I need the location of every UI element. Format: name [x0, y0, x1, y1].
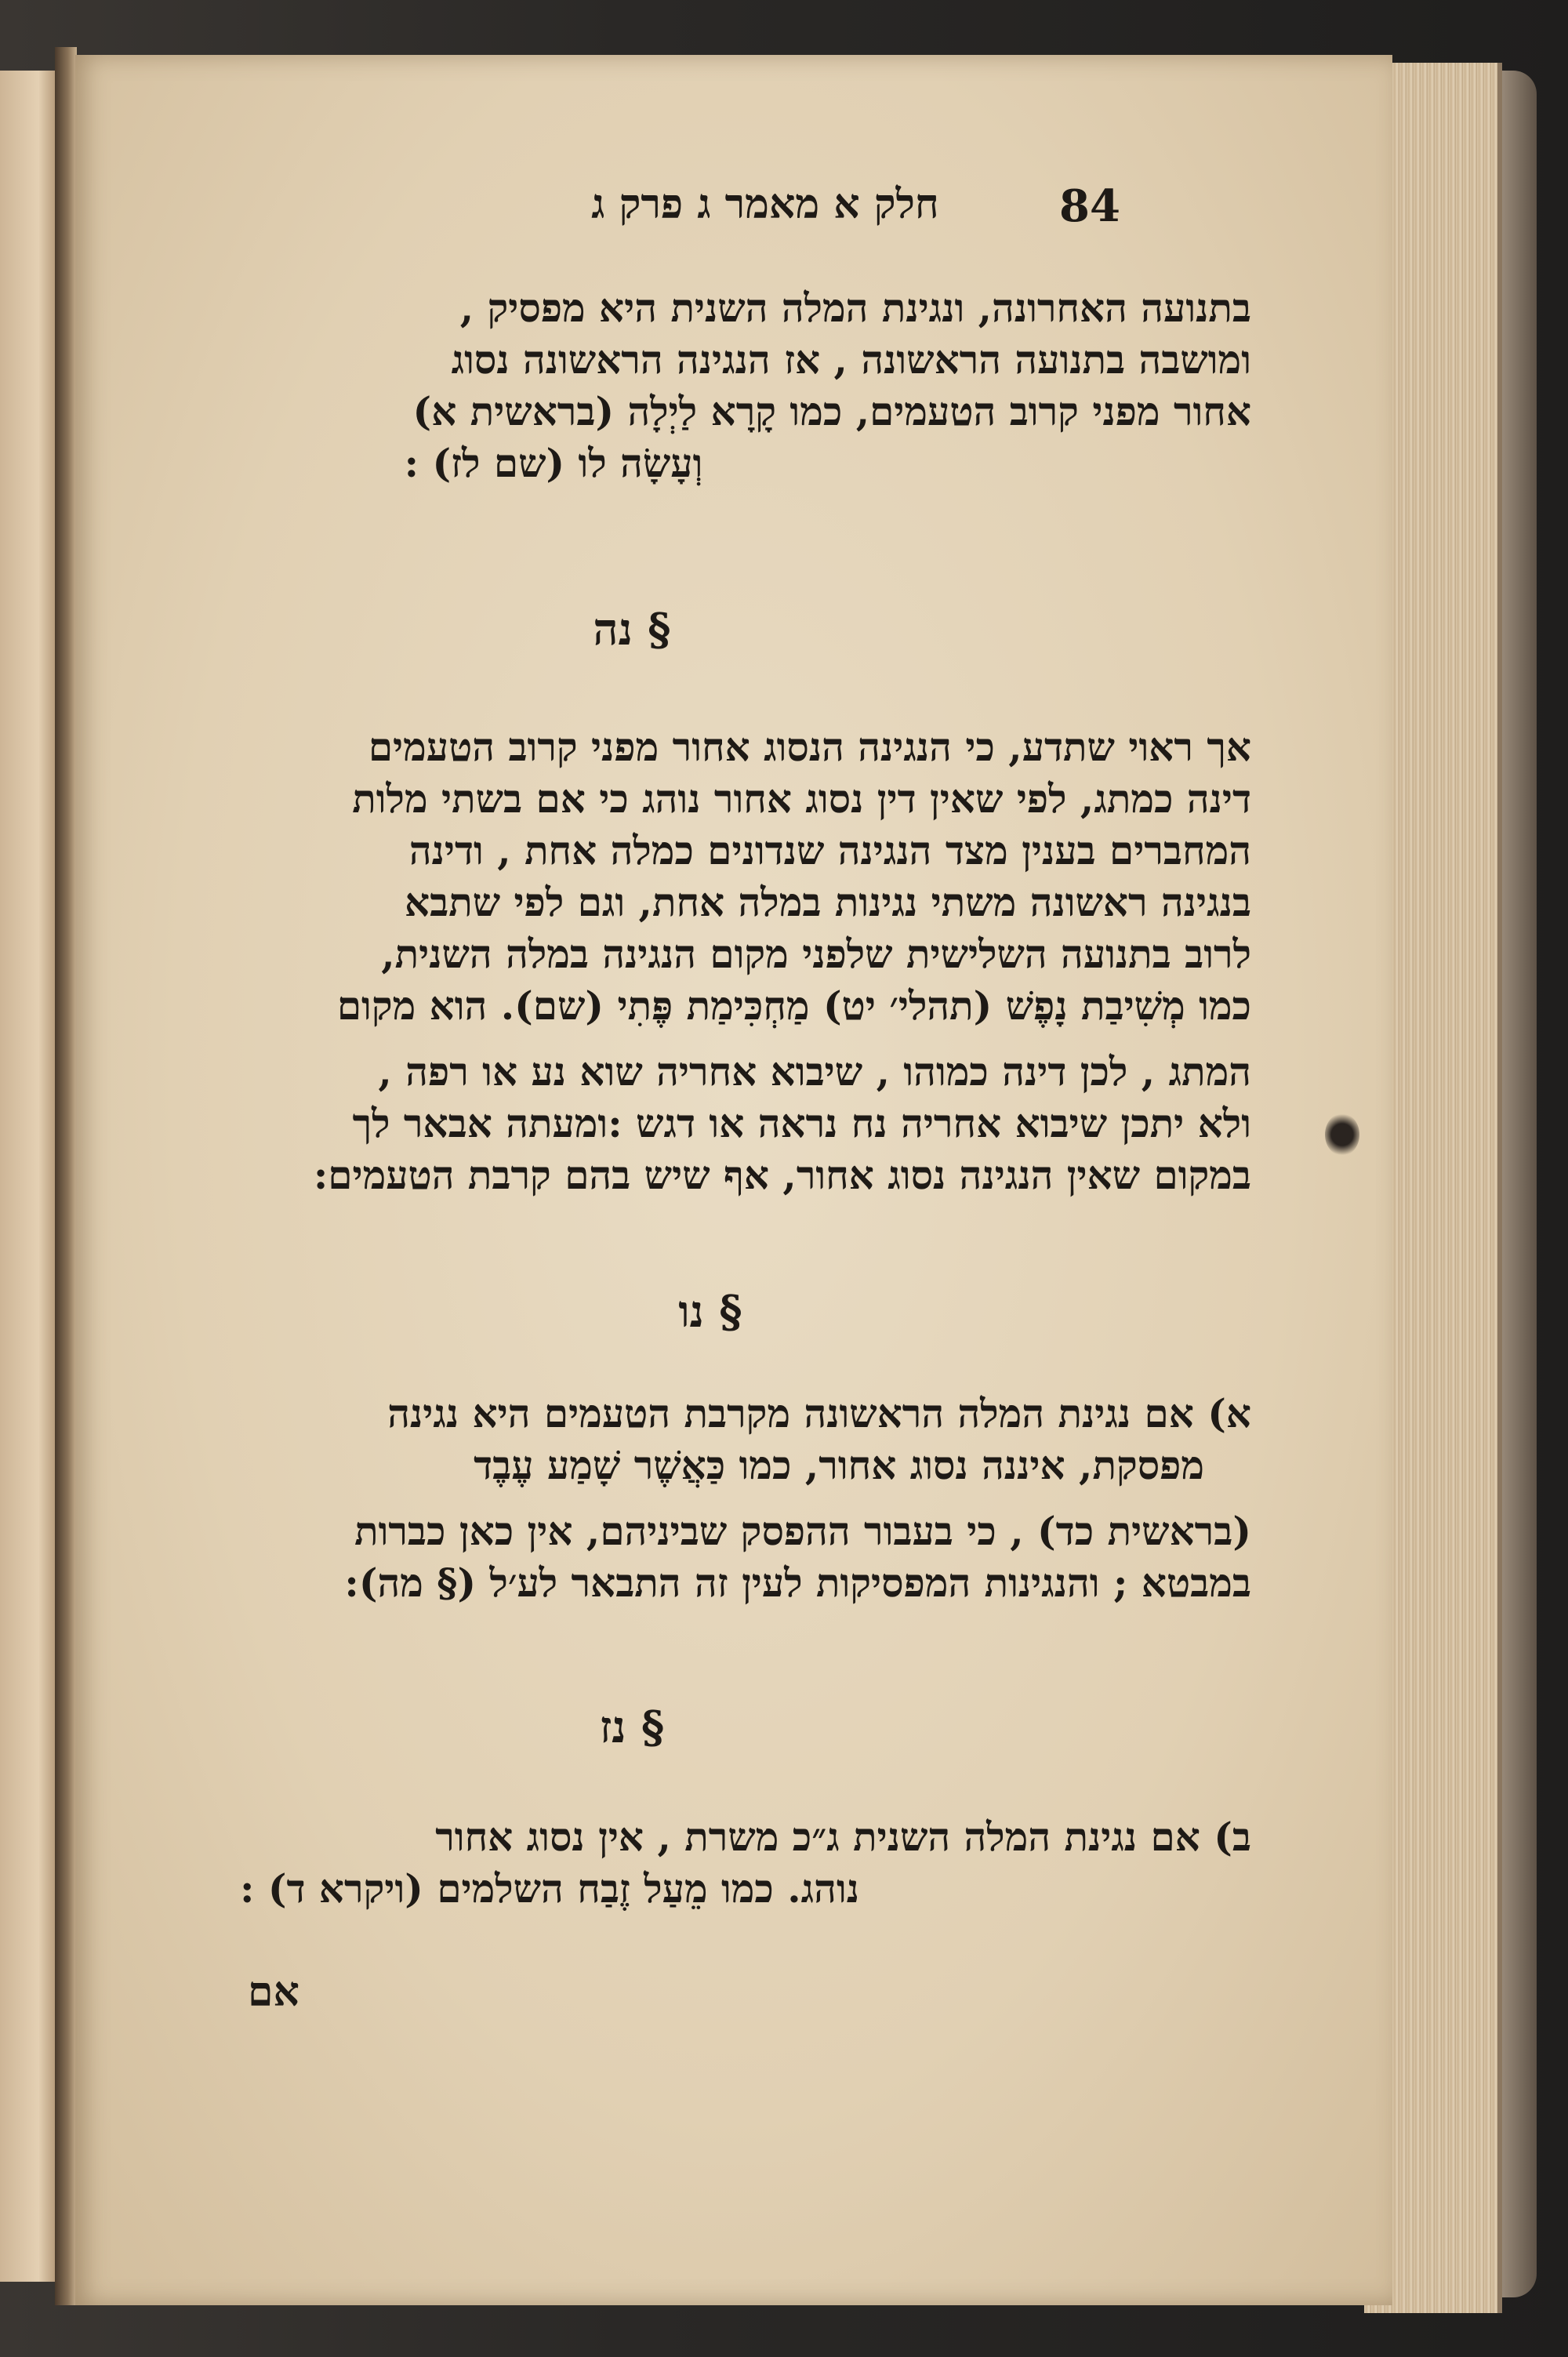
- text-line: וְעָשָׂה לו (שם לז) :: [404, 440, 703, 486]
- text-line: (בראשית כד) , כי בעבור ההפסק שביניהם, אין כאן כברות: [354, 1508, 1251, 1554]
- book-gutter: [55, 47, 77, 2305]
- paragraph-4: [185, 1811, 1251, 1915]
- page-number: 84: [1059, 180, 1120, 232]
- paragraph-2: [185, 721, 1251, 1201]
- facing-page-edge: [0, 71, 58, 2282]
- text-line: נוהג. כמו מֵעַל זֶבַח השלמים (ויקרא ד) :: [239, 1865, 859, 1912]
- paragraph-3: [185, 1388, 1251, 1609]
- text-line: ב) אם נגינת המלה השנית ג״כ משרת , אין נסוג אחור: [435, 1814, 1251, 1860]
- text-line: בתנועה האחרונה, ונגינת המלה השנית היא מפסיק ,: [459, 285, 1251, 331]
- catchword: אם: [248, 1968, 299, 2016]
- text-line: אך ראוי שתדע, כי הנגינה הנסוג אחור מפני קרוב הטעמים: [368, 724, 1251, 770]
- text-line: מפסקת, איננה נסוג אחור, כמו כַּאֲשֶׁר שָׁמַע עֶבֶד: [474, 1442, 1204, 1488]
- text-line: המחברים בענין מצד הנגינה שנדונים כמלה אחת , ודינה: [408, 827, 1251, 873]
- text-line: לרוב בתנועה השלישית שלפני מקום הנגינה במלה השנית,: [381, 931, 1251, 977]
- text-line: אחור מפני קרוב הטעמים, כמו קָרָא לַיְלָה (בראשית א): [412, 388, 1251, 434]
- book-page: [75, 55, 1392, 2305]
- text-line: במקום שאין הנגינה נסוג אחור, אף שיש בהם קרבת הטעמים:: [313, 1152, 1251, 1198]
- text-line: דינה כמתג, לפי שאין דין נסוג אחור נוהג כי אם בשתי מלות: [352, 775, 1251, 822]
- running-head: חלק א מאמר ג פרק ג: [591, 180, 939, 228]
- text-line: המתג , לכן דינה כמוהו , שיבוא אחריה שוא נע או רפה ,: [378, 1048, 1251, 1095]
- paragraph-1: [185, 282, 1251, 489]
- ink-blot: [1325, 1113, 1359, 1156]
- text-line: במבטא ; והנגינות המפסיקות לעין זה התבאר לע׳ל (§ מה):: [344, 1560, 1251, 1606]
- text-line: כמו מְשִׁיבַת נָפֶשׁ (תהלי׳ יט) מַחְכִּימַת פֶּתִי (שם). הוא מקום: [336, 982, 1251, 1029]
- text-line: בנגינה ראשונה משתי נגינות במלה אחת, וגם לפי שתבא: [405, 879, 1251, 925]
- section-heading-56: § נו: [678, 1286, 742, 1338]
- section-heading-55: § נה: [593, 604, 671, 656]
- section-heading-57: § נז: [599, 1701, 665, 1753]
- text-line: א) אם נגינת המלה הראשונה מקרבת הטעמים היא נגינה: [387, 1390, 1251, 1436]
- text-line: ומושבה בתנועה הראשונה , אז הנגינה הראשונה נסוג: [451, 336, 1251, 383]
- text-line: ולא יתכן שיבוא אחריה נח נראה או דגש :ומעתה אבאר לך: [352, 1100, 1251, 1146]
